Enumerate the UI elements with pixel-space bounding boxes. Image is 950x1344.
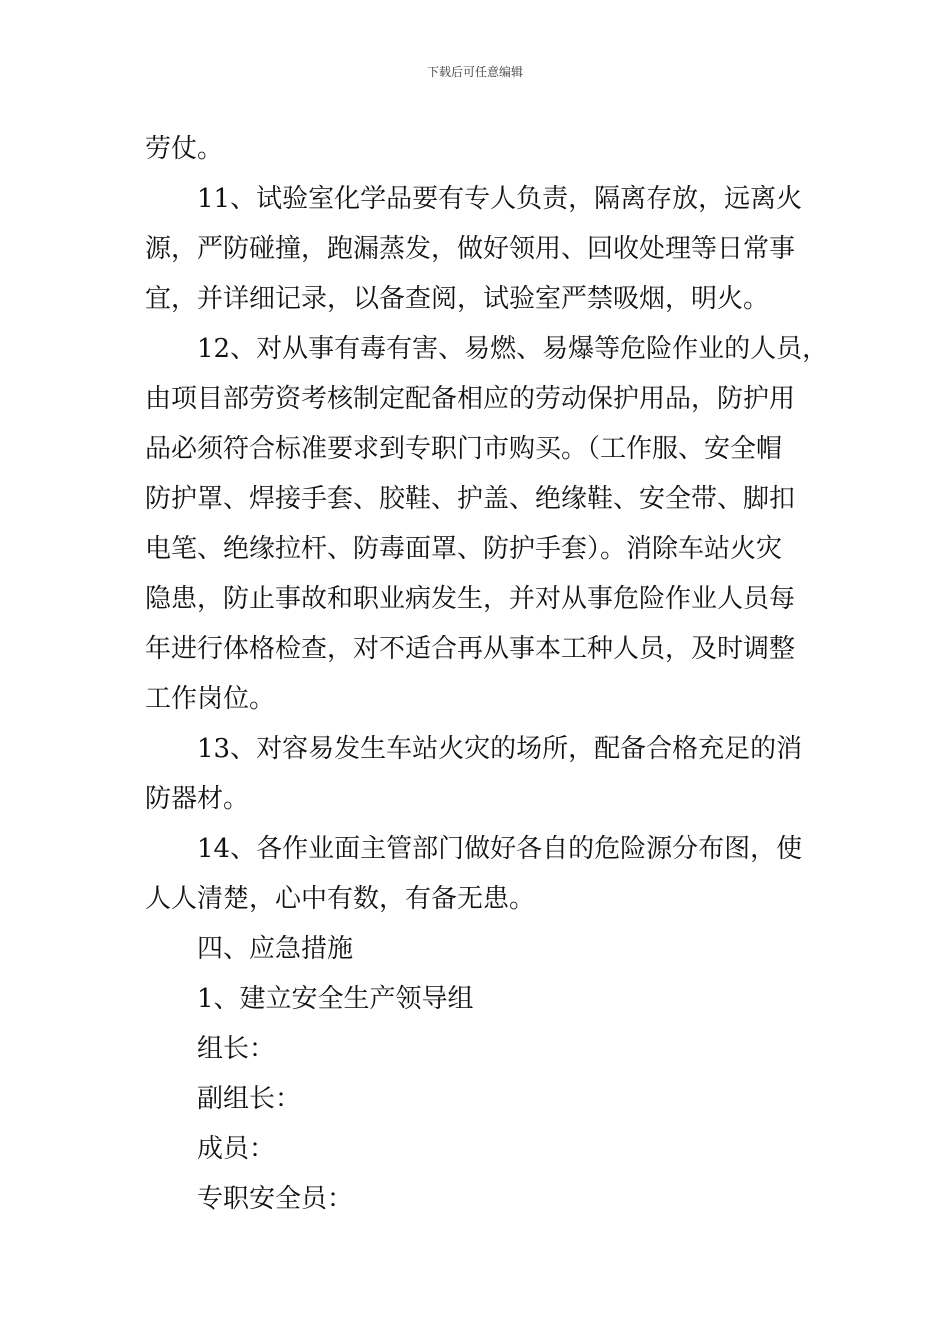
text-line: 1、建立安全生产领导组 [197, 984, 474, 1014]
text-line: 14、各作业面主管部门做好各自的危险源分布图，使 [197, 834, 803, 864]
text-line: 组长： [197, 1034, 276, 1064]
text-line: 副组长： [197, 1084, 302, 1114]
text-line: 专职安全员： [197, 1184, 354, 1214]
text-line: 11、试验室化学品要有专人负责，隔离存放，远离火 [197, 184, 803, 214]
text-line: 隐患，防止事故和职业病发生，并对从事危险作业人员每 [145, 584, 796, 614]
text-line: 由项目部劳资考核制定配备相应的劳动保护用品，防护用 [145, 384, 796, 414]
text-line: 防器材。 [145, 784, 250, 814]
section-heading: 四、应急措施 [197, 934, 354, 964]
text-line: 源，严防碰撞，跑漏蒸发，做好领用、回收处理等日常事 [145, 234, 796, 264]
text-line: 劳仗。 [145, 134, 224, 164]
text-line: 电笔、绝缘拉杆、防毒面罩、防护手套）。消除车站火灾 [145, 534, 783, 564]
text-line: 工作岗位。 [145, 684, 276, 714]
text-line: 13、对容易发生车站火灾的场所，配备合格充足的消 [197, 734, 803, 764]
text-line: 人人清楚，心中有数，有备无患。 [145, 884, 536, 914]
text-line: 防护罩、焊接手套、胶鞋、护盖、绝缘鞋、安全带、脚扣 [145, 484, 796, 514]
text-line: 宜，并详细记录，以备查阅，试验室严禁吸烟，明火。 [145, 284, 770, 314]
text-line: 品必须符合标准要求到专职门市购买。（工作服、安全帽 [145, 434, 783, 464]
text-line: 年进行体格检查，对不适合再从事本工种人员，及时调整 [145, 634, 796, 664]
text-line: 成员： [197, 1134, 276, 1164]
text-line: 12、对从事有毒有害、易燃、易爆等危险作业的人员， [197, 334, 829, 364]
page-header: 下载后可任意编辑 [426, 65, 523, 79]
